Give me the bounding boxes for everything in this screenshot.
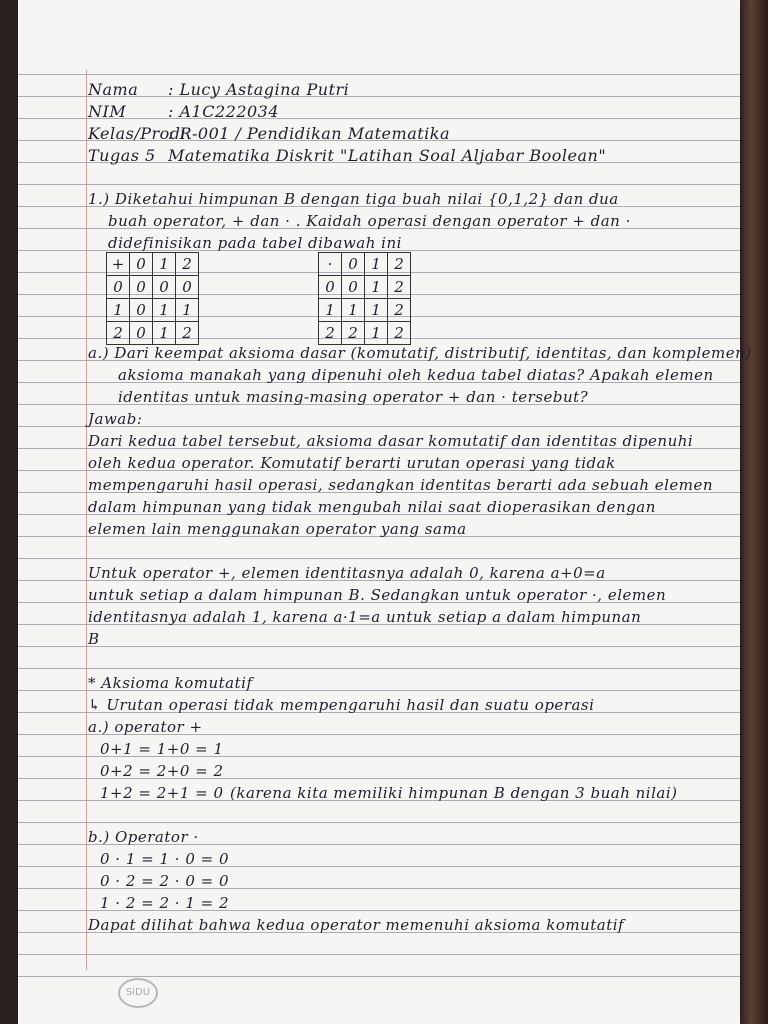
page-edge (740, 0, 768, 1024)
plus-table-cell: 1 (153, 299, 176, 322)
plus-table-cell: 2 (176, 253, 199, 276)
plus-table-row (107, 276, 199, 299)
plus-table-row (107, 299, 199, 322)
nim-value: : A1C222034 (168, 102, 280, 121)
dot-table-row (319, 299, 411, 322)
plus-table-cell: 0 (130, 276, 153, 299)
dot-table-cell: 2 (388, 276, 411, 299)
dot-table-cell: 0 (342, 253, 365, 276)
nim-label: NIM (88, 102, 127, 121)
kelas-label: Kelas/Prodi (88, 124, 187, 143)
operator-plus-label: a.) operator + (88, 718, 203, 736)
kelas-value: : R-001 / Pendidikan Matematika (168, 124, 451, 143)
dot-operator-table (318, 252, 411, 345)
answer-p1-line-1: Dari kedua tabel tersebut, aksioma dasar komutatif dan identitas dipenuhi (88, 432, 694, 450)
dot-eq-1: 0 · 1 = 1 · 0 = 0 (100, 850, 230, 868)
plus-eq-2: 0+2 = 2+0 = 2 (100, 762, 224, 780)
margin-line (86, 70, 87, 970)
problem-line-1: 1.) Diketahui himpunan B dengan tiga buah nilai {0,1,2} dan dua (88, 190, 619, 208)
dot-table-cell: 2 (342, 322, 365, 345)
dot-table-cell: 2 (388, 253, 411, 276)
dot-table-cell: 1 (365, 276, 388, 299)
tugas-label: Tugas 5 (88, 146, 156, 165)
logo-text: SiDU (125, 987, 151, 998)
dot-table-row (319, 276, 411, 299)
plus-table-cell: 0 (107, 276, 130, 299)
plus-table-cell: 0 (130, 322, 153, 345)
answer-p2-line-2: untuk setiap a dalam himpunan B. Sedangkan untuk operator ·, elemen (88, 586, 667, 604)
plus-table-cell: + (107, 253, 130, 276)
plus-table-cell: 1 (176, 299, 199, 322)
dot-table-row (319, 253, 411, 276)
question-a-line-2: aksioma manakah yang dipenuhi oleh kedua tabel diatas? Apakah elemen (118, 366, 714, 384)
answer-p1-line-5: elemen lain menggunakan operator yang sama (88, 520, 467, 538)
problem-line-2: buah operator, + dan · . Kaidah operasi dengan operator + dan · (108, 212, 631, 230)
komutatif-desc: ↳ Urutan operasi tidak mempengaruhi hasil dan suatu operasi (88, 696, 595, 714)
plus-table-cell: 0 (130, 253, 153, 276)
answer-p2-line-1: Untuk operator +, elemen identitasnya adalah 0, karena a+0=a (88, 564, 606, 582)
dot-eq-2: 0 · 2 = 2 · 0 = 0 (100, 872, 230, 890)
plus-table-cell: 1 (153, 253, 176, 276)
plus-eq-3-note: (karena kita memiliki himpunan B dengan 3 buah nilai) (230, 784, 678, 802)
question-a-line-3: identitas untuk masing-masing operator + dan · tersebut? (118, 388, 589, 406)
dot-table-cell: 1 (365, 253, 388, 276)
notebook-brand-logo (118, 978, 158, 1008)
tugas-value: Matematika Diskrit "Latihan Soal Aljabar Boolean" (168, 146, 607, 165)
dot-table-cell: 1 (342, 299, 365, 322)
question-a-line-1: a.) Dari keempat aksioma dasar (komutatif, distributif, identitas, dan komplemen) (88, 344, 752, 362)
komutatif-title: * Aksioma komutatif (88, 674, 253, 692)
answer-p2-line-3: identitasnya adalah 1, karena a·1=a untuk setiap a dalam himpunan (88, 608, 642, 626)
plus-eq-3: 1+2 = 2+1 = 0 (100, 784, 224, 802)
plus-operator-table (106, 252, 199, 345)
dot-table-cell: 2 (319, 322, 342, 345)
answer-p1-line-2: oleh kedua operator. Komutatif berarti urutan operasi yang tidak (88, 454, 616, 472)
dot-table-cell: 1 (365, 299, 388, 322)
plus-table-cell: 0 (176, 276, 199, 299)
plus-table-row (107, 322, 199, 345)
nama-label: Nama (88, 80, 139, 99)
notebook-page (18, 0, 752, 1024)
komutatif-conclusion: Dapat dilihat bahwa kedua operator memenuhi aksioma komutatif (88, 916, 625, 934)
plus-eq-1: 0+1 = 1+0 = 1 (100, 740, 224, 758)
plus-table-cell: 2 (176, 322, 199, 345)
dot-eq-3: 1 · 2 = 2 · 1 = 2 (100, 894, 230, 912)
dot-table-cell: 1 (365, 322, 388, 345)
nama-value: : Lucy Astagina Putri (168, 80, 350, 99)
dot-table-cell: 0 (319, 276, 342, 299)
plus-table-cell: 1 (153, 322, 176, 345)
plus-table-cell: 0 (153, 276, 176, 299)
operator-dot-label: b.) Operator · (88, 828, 199, 846)
answer-label: Jawab: (88, 410, 143, 428)
dot-table-row (319, 322, 411, 345)
plus-table-row (107, 253, 199, 276)
dot-table-cell: 1 (319, 299, 342, 322)
answer-p1-line-3: mempengaruhi hasil operasi, sedangkan identitas berarti ada sebuah elemen (88, 476, 714, 494)
dot-table-cell: 2 (388, 299, 411, 322)
plus-table-cell: 2 (107, 322, 130, 345)
dot-table-cell: · (319, 253, 342, 276)
dot-table-cell: 2 (388, 322, 411, 345)
answer-p1-line-4: dalam himpunan yang tidak mengubah nilai saat dioperasikan dengan (88, 498, 656, 516)
answer-p2-line-4: B (88, 630, 100, 648)
problem-line-3: didefinisikan pada tabel dibawah ini (108, 234, 402, 252)
plus-table-cell: 0 (130, 299, 153, 322)
plus-table-cell: 1 (107, 299, 130, 322)
dot-table-cell: 0 (342, 276, 365, 299)
